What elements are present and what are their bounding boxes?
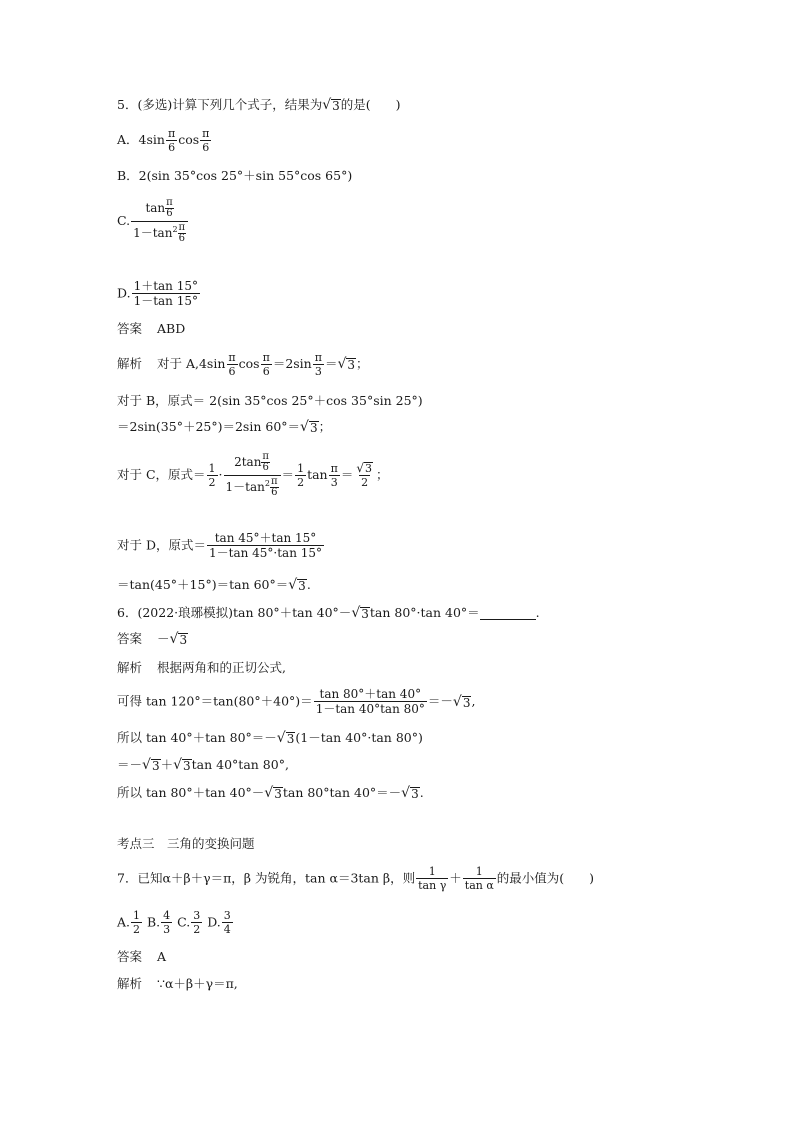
q6-analysis-3: 所以 tan 40°＋tan 80°＝－ √ 3 (1－tan 40°·tan 80°) [117,730,423,746]
q7-stem: 7．已知α＋β＋γ＝π，β 为锐角，tan α＝3tan β，则 $\frac{1}{\text{tan γ}}$ ＋ $\frac{1}{\text{tan α}}$ 的最小值为( ) [117,865,595,892]
q7-options: A. $\frac{1}{2}$ B. $\frac{4}{3}$ C. $\frac{3}{2}$ D. $\frac{3}{4}$ [117,909,231,936]
q5-solution-d: 对于 D，原式＝ $\frac{\tan 45^\circ+\tan 15^\circ}{1-\tan 45^\circ\cdot\tan 15^\circ}$ [117,531,323,560]
answer-blank [480,607,536,620]
q5-answer: 答案 ABD [117,321,186,336]
q7-analysis-1: 解析 ∵α＋β＋γ＝π, [117,976,238,991]
section-heading: 考点三 三角的变换问题 [117,836,255,851]
sqrt-symbol: √ 3 [322,97,340,113]
q5-stem: 5．(多选)计算下列几个式子，结果为 √ 3 的是( ) [117,97,401,113]
fraction: $\frac{1+\tan 15^\circ}{1-\tan 15^\circ}$ [133,279,198,308]
q7-answer: 答案 A [117,949,167,964]
q5-option-d: D. $\frac{1+\tan 15^\circ}{1-\tan 15^\circ}$ [117,279,198,308]
q5-option-a: A．4sin $\frac{\pi}{6}$ cos $\frac{\pi}{6}$ [117,127,210,154]
q5-solution-d2: ＝tan(45°＋15°)＝tan 60°＝ √ 3 . [117,577,311,593]
q6-analysis-4: ＝－ √ 3 ＋ √ 3 tan 40°tan 80°, [117,757,289,773]
q5-option-c: C. tan $\frac{\pi}{6}$ $1-\tan^2$ $\frac{\pi}{6}$ [117,198,189,244]
q6-stem: 6．(2022·琅琊模拟)tan 80°＋tan 40°－ √ 3 tan 80°·tan 40°＝ . [117,605,540,621]
fraction: $\frac{\pi}{6}$ [167,127,176,154]
q6-analysis-5: 所以 tan 80°＋tan 40°－ √ 3 tan 80°tan 40°＝－ √ 3 . [117,785,424,801]
q5-solution-b1: 对于 B，原式＝ 2(sin 35°cos 25°＋cos 35°sin 25°) [117,393,423,408]
q6-answer: 答案 － √ 3 [117,631,188,647]
q5-solution-a: 解析 对于 A,4sin $\frac{\pi}{6}$ cos $\frac{\pi}{6}$ ＝2sin $\frac{\pi}{3}$ ＝ √ 3 ； [117,351,369,378]
q5-solution-b2: ＝2sin(35°＋25°)＝2sin 60°＝ √ 3 ； [117,419,332,435]
q5-stem-text: 5．(多选)计算下列几个式子，结果为 [117,97,323,112]
q5-option-b: B．2(sin 35°cos 25°＋sin 55°cos 65°) [117,168,353,183]
fraction: $\frac{\pi}{6}$ [202,127,210,154]
q6-analysis-2: 可得 tan 120°＝tan(80°＋40°)＝ $\frac{\tan 80^\circ+\tan 40^\circ}{1-\tan 40^\circ\tan 80^\circ}$ ＝－ √ 3 , [117,687,476,716]
fraction: tan $\frac{\pi}{6}$ $1-\tan^2$ $\frac{\pi}{6}$ [131,198,188,244]
q5-solution-c: 对于 C，原式＝ $\frac{1}{2}$ · 2tan $\frac{\pi}{6}$ $1-\tan^2$ $\frac{\pi}{6}$ ＝ $\frac{1}{2}$ tan $\frac{\pi}{3}$ ＝ √ 3 2 ； [117,451,389,498]
q6-analysis-1: 解析 根据两角和的正切公式, [117,660,286,675]
